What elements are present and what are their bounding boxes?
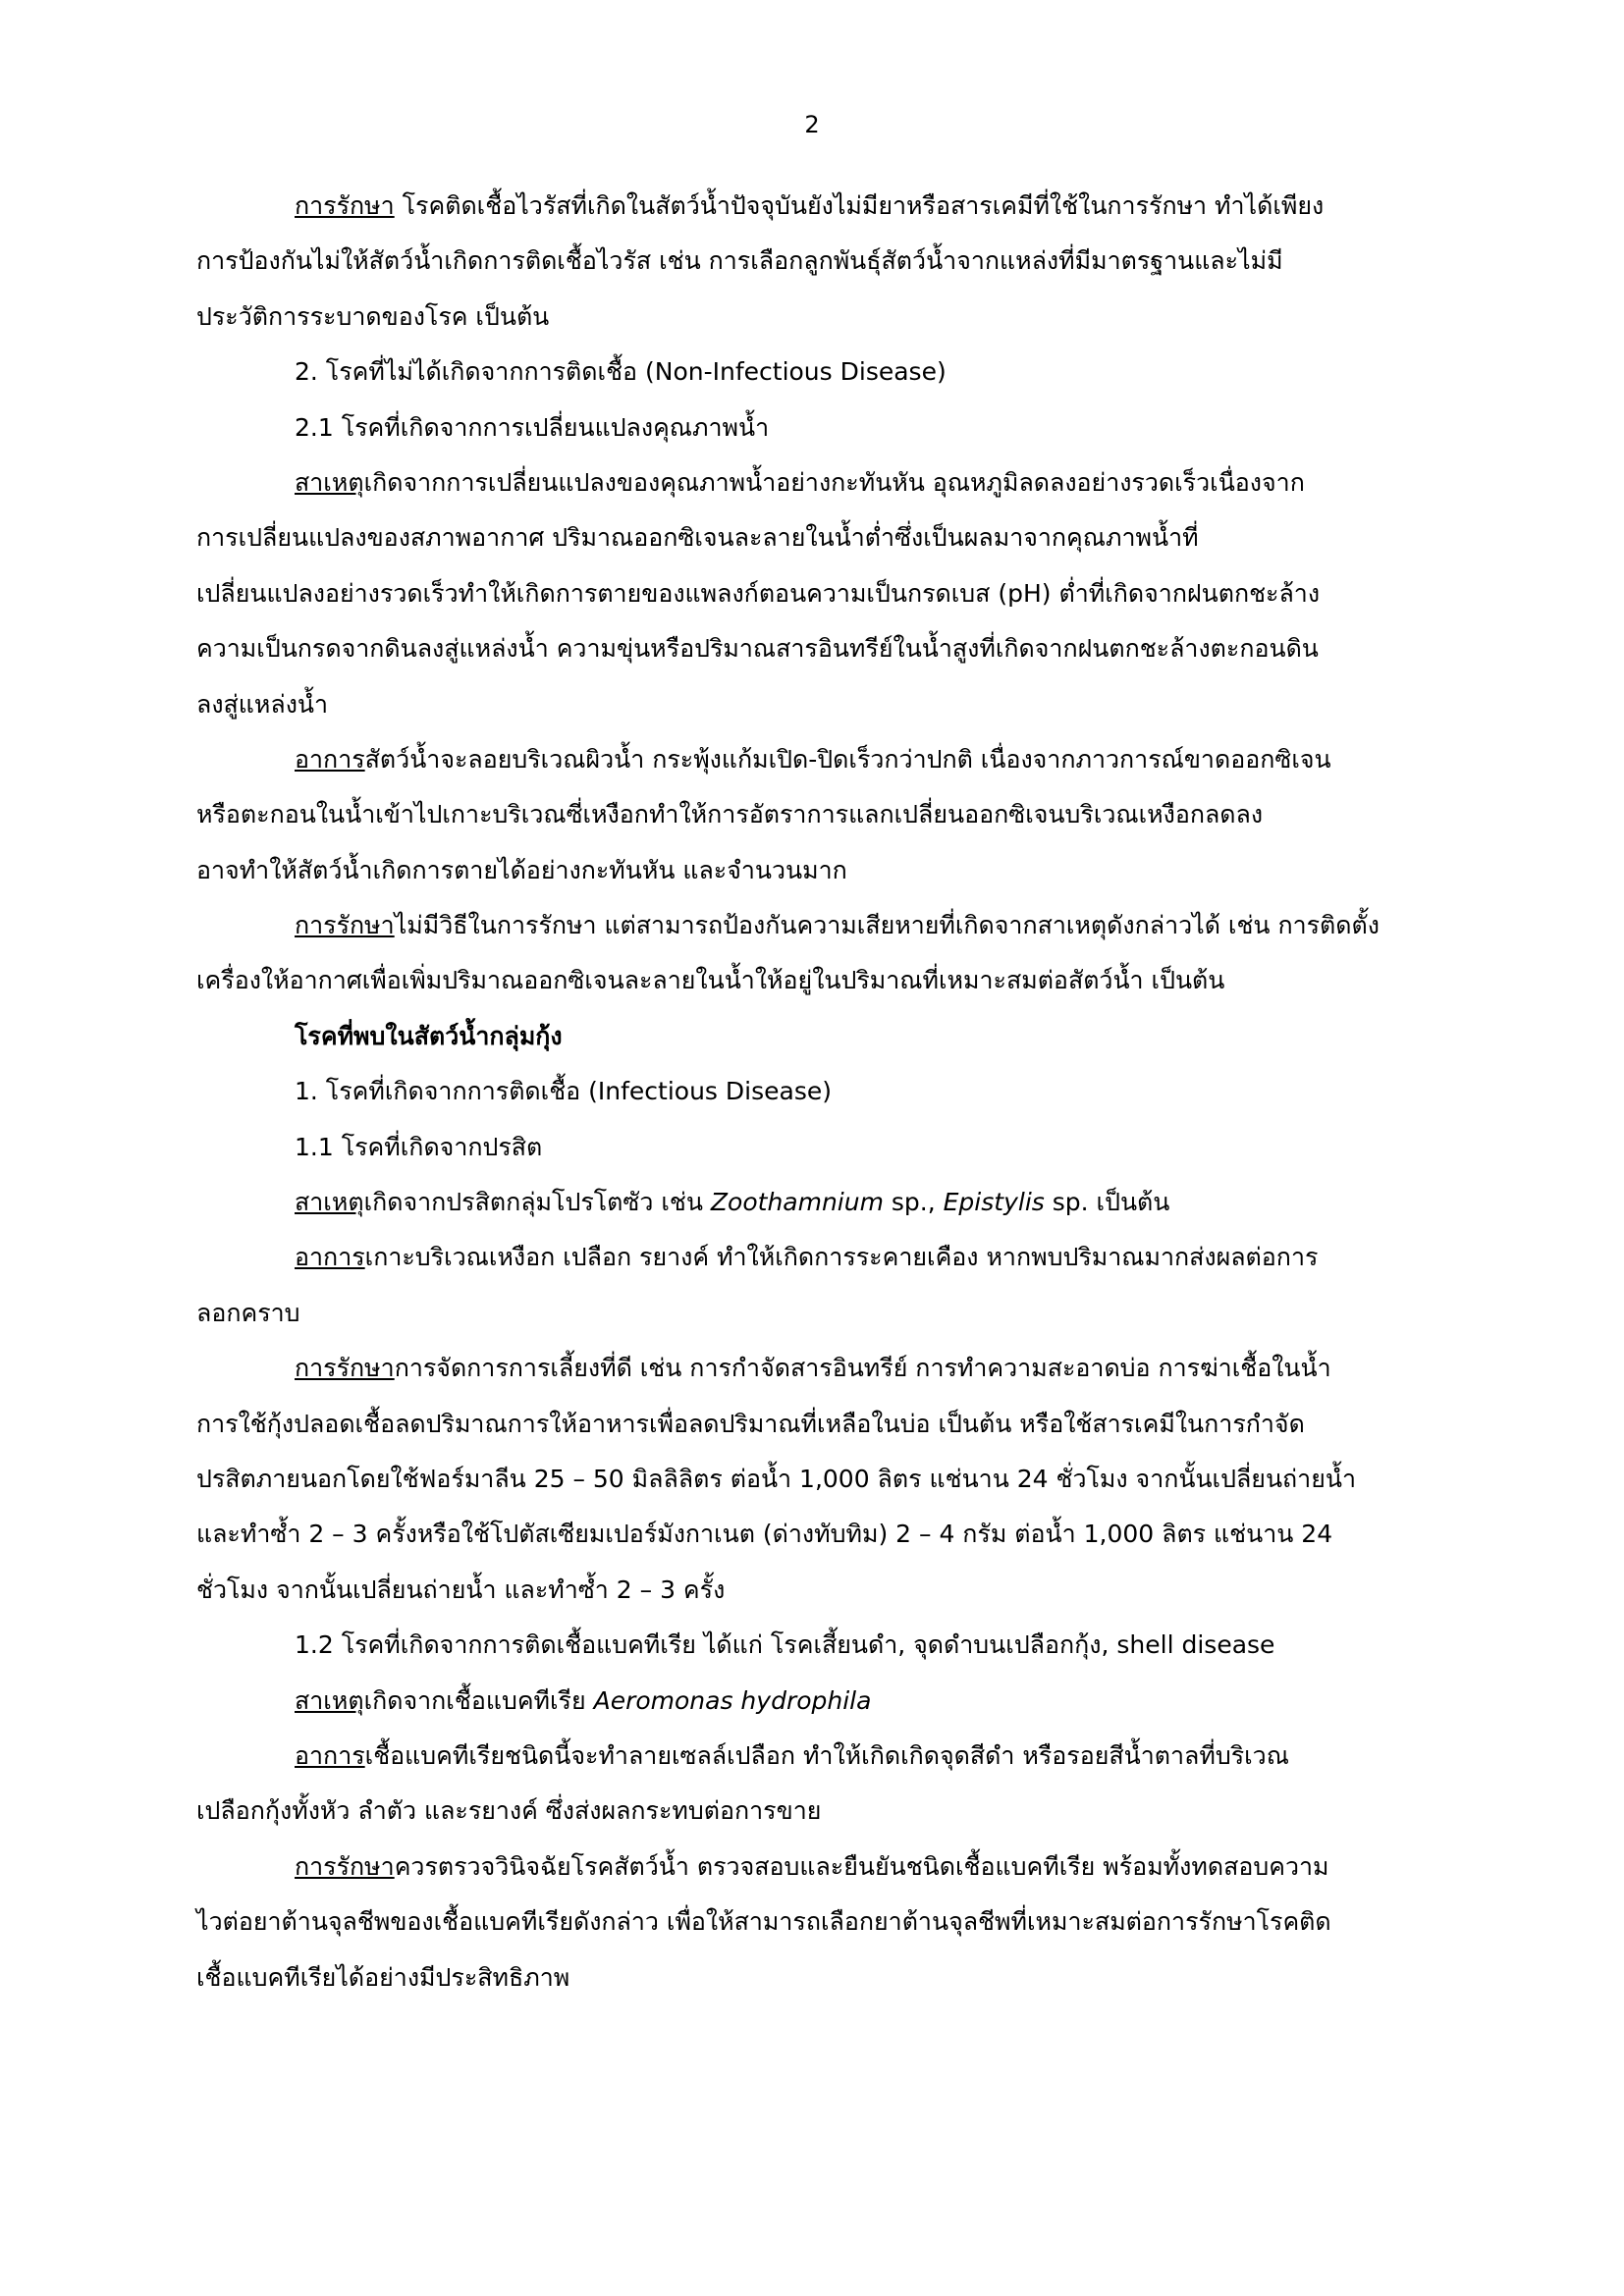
subsection-heading-bacteria: 1.2 โรคที่เกิดจากการติดเชื้อแบคทีเรีย ได้แก่ โรคเสี้ยนดำ, จุดดำบนเปลือกกุ้ง, shell disease: [295, 1630, 1275, 1660]
symptom-paragraph: [196, 732, 1439, 787]
symptom-heading: อาการ: [295, 1243, 365, 1272]
text-line: ไวต่อยาต้านจุลชีพของเชื้อแบคทีเรียดังกล่าว เพื่อให้สามารถเลือกยาต้านจุลชีพที่เหมาะสมต่อการรักษาโรคติด: [196, 1907, 1331, 1937]
symptom-heading: อาการ: [295, 744, 365, 774]
viral-treatment-paragraph: [196, 179, 1439, 234]
cause-paragraph: [196, 455, 1439, 510]
subsection-heading-parasite: 1.1 โรคที่เกิดจากปรสิต: [295, 1132, 543, 1161]
species-name: Aeromonas hydrophila: [593, 1685, 872, 1715]
text-line: อาจทำให้สัตว์น้ำเกิดการตายได้อย่างกะทันหัน และจำนวนมาก: [196, 855, 847, 884]
species-name: Zoothamnium: [710, 1188, 884, 1217]
text-line: ปรสิตภายนอกโดยใช้ฟอร์มาลีน 25 – 50 มิลลิลิตร ต่อน้ำ 1,000 ลิตร แช่นาน 24 ชั่วโมง จากนั้นเปลี่ยนถ่ายน้ำ: [196, 1464, 1356, 1493]
paragraph-text: เกิดจากการเปลี่ยนแปลงของคุณภาพน้ำอย่างกะทันหัน อุณหภูมิลดลงอย่างรวดเร็วเนื่องจาก: [363, 467, 1305, 497]
paragraph-text: ไม่มีวิธีในการรักษา แต่สามารถป้องกันความเสียหายที่เกิดจากสาเหตุดังกล่าวได้ เช่น การติดตั้ง: [394, 911, 1380, 940]
text-line: ความเป็นกรดจากดินลงสู่แหล่งน้ำ ความขุ่นหรือปริมาณสารอินทรีย์ในน้ำสูงที่เกิดจากฝนตกชะล้างตะกอนดิน: [196, 634, 1319, 664]
text-line: ลอกคราบ: [196, 1298, 300, 1327]
cause-heading: สาเหตุ: [295, 467, 364, 497]
symptom-paragraph: [196, 1230, 1439, 1285]
paragraph-text: เกิดจากปรสิตกลุ่มโปรโตซัว เช่น: [363, 1188, 711, 1217]
paragraph-text: ควรตรวจวินิจฉัยโรคสัตว์น้ำ ตรวจสอบและยืนยันชนิดเชื้อแบคทีเรีย พร้อมทั้งทดสอบความ: [394, 1851, 1329, 1881]
paragraph-text: เกิดจากเชื้อแบคทีเรีย: [363, 1685, 594, 1715]
treatment-paragraph: [196, 1840, 1439, 1895]
paragraph-text: sp.,: [883, 1188, 944, 1217]
cause-heading: สาเหตุ: [295, 1188, 364, 1217]
paragraph-text: เชื้อแบคทีเรียชนิดนี้จะทำลายเซลล์เปลือก ทำให้เกิดเกิดจุดสีดำ หรือรอยสีน้ำตาลที่บริเวณ: [364, 1740, 1289, 1770]
section-heading-non-infectious: 2. โรคที่ไม่ได้เกิดจากการติดเชื้อ (Non-Infectious Disease): [295, 357, 947, 387]
subsection-heading-water-quality: 2.1 โรคที่เกิดจากการเปลี่ยนแปลงคุณภาพน้ำ: [295, 412, 770, 442]
text-line: เชื้อแบคทีเรียได้อย่างมีประสิทธิภาพ: [196, 1962, 570, 1992]
text-line: เปลือกกุ้งทั้งหัว ลำตัว และรยางค์ ซึ่งส่งผลกระทบต่อการขาย: [196, 1796, 822, 1826]
treatment-heading: การรักษา: [295, 191, 395, 220]
text-line: ลงสู่แหล่งน้ำ: [196, 689, 329, 719]
text-line: ประวัติการระบาดของโรค เป็นต้น: [196, 301, 550, 331]
text-line: ชั่วโมง จากนั้นเปลี่ยนถ่ายน้ำ และทำซ้ำ 2 – 3 ครั้ง: [196, 1575, 726, 1604]
document-body: [196, 179, 1439, 2005]
section-heading-shrimp-diseases: โรคที่พบในสัตว์น้ำกลุ่มกุ้ง: [295, 1021, 563, 1050]
text-line: เครื่องให้อากาศเพื่อเพิ่มปริมาณออกซิเจนละลายในน้ำให้อยู่ในปริมาณที่เหมาะสมต่อสัตว์น้ำ เป็นต้น: [196, 966, 1225, 995]
treatment-heading: การรักษา: [295, 911, 395, 940]
section-heading-infectious: 1. โรคที่เกิดจากการติดเชื้อ (Infectious Disease): [295, 1077, 832, 1106]
treatment-paragraph: [196, 1341, 1439, 1396]
text-line: หรือตะกอนในน้ำเข้าไปเกาะบริเวณซี่เหงือกทำให้การอัตราการแลกเปลี่ยนออกซิเจนบริเวณเหงือกลดลง: [196, 800, 1264, 829]
treatment-paragraph: [196, 898, 1439, 953]
paragraph-text: โรคติดเชื้อไวรัสที่เกิดในสัตว์น้ำปัจจุบันยังไม่มียาหรือสารเคมีที่ใช้ในการรักษา ทำได้เพียง: [394, 191, 1325, 220]
treatment-heading: การรักษา: [295, 1354, 395, 1383]
treatment-heading: การรักษา: [295, 1851, 395, 1881]
text-line: และทำซ้ำ 2 – 3 ครั้งหรือใช้โปตัสเซียมเปอร์มังกาเนต (ด่างทับทิม) 2 – 4 กรัม ต่อน้ำ 1,000 ลิตร แช่นาน 24: [196, 1520, 1333, 1549]
text-line: เปลี่ยนแปลงอย่างรวดเร็วทำให้เกิดการตายของแพลงก์ตอนความเป็นกรดเบส (pH) ต่ำที่เกิดจากฝนตกชะล้าง: [196, 578, 1321, 608]
text-line: การป้องกันไม่ให้สัตว์น้ำเกิดการติดเชื้อไวรัส เช่น การเลือกลูกพันธุ์สัตว์น้ำจากแหล่งที่มีมาตรฐานและไม่มี: [196, 246, 1283, 276]
text-line: การใช้กุ้งปลอดเชื้อลดปริมาณการให้อาหารเพื่อลดปริมาณที่เหลือในบ่อ เป็นต้น หรือใช้สารเคมีในการกำจัด: [196, 1409, 1305, 1438]
symptom-paragraph: [196, 1729, 1439, 1784]
paragraph-text: การจัดการการเลี้ยงที่ดี เช่น การกำจัดสารอินทรีย์ การทำความสะอาดบ่อ การฆ่าเชื้อในน้ำ: [394, 1354, 1331, 1383]
cause-paragraph: [196, 1674, 1439, 1729]
cause-paragraph: [196, 1175, 1439, 1230]
text-line: การเปลี่ยนแปลงของสภาพอากาศ ปริมาณออกซิเจนละลายในน้ำต่ำซึ่งเป็นผลมาจากคุณภาพน้ำที่: [196, 523, 1199, 553]
page-number: 2: [804, 111, 820, 138]
paragraph-text: sp. เป็นต้น: [1044, 1188, 1170, 1217]
paragraph-text: สัตว์น้ำจะลอยบริเวณผิวน้ำ กระพุ้งแก้มเปิด-ปิดเร็วกว่าปกติ เนื่องจากภาวการณ์ขาดออกซิเจน: [364, 744, 1331, 774]
paragraph-text: เกาะบริเวณเหงือก เปลือก รยางค์ ทำให้เกิดการระคายเคือง หากพบปริมาณมากส่งผลต่อการ: [364, 1243, 1319, 1272]
cause-heading: สาเหตุ: [295, 1685, 364, 1715]
symptom-heading: อาการ: [295, 1740, 365, 1770]
species-name: Epistylis: [943, 1188, 1045, 1217]
